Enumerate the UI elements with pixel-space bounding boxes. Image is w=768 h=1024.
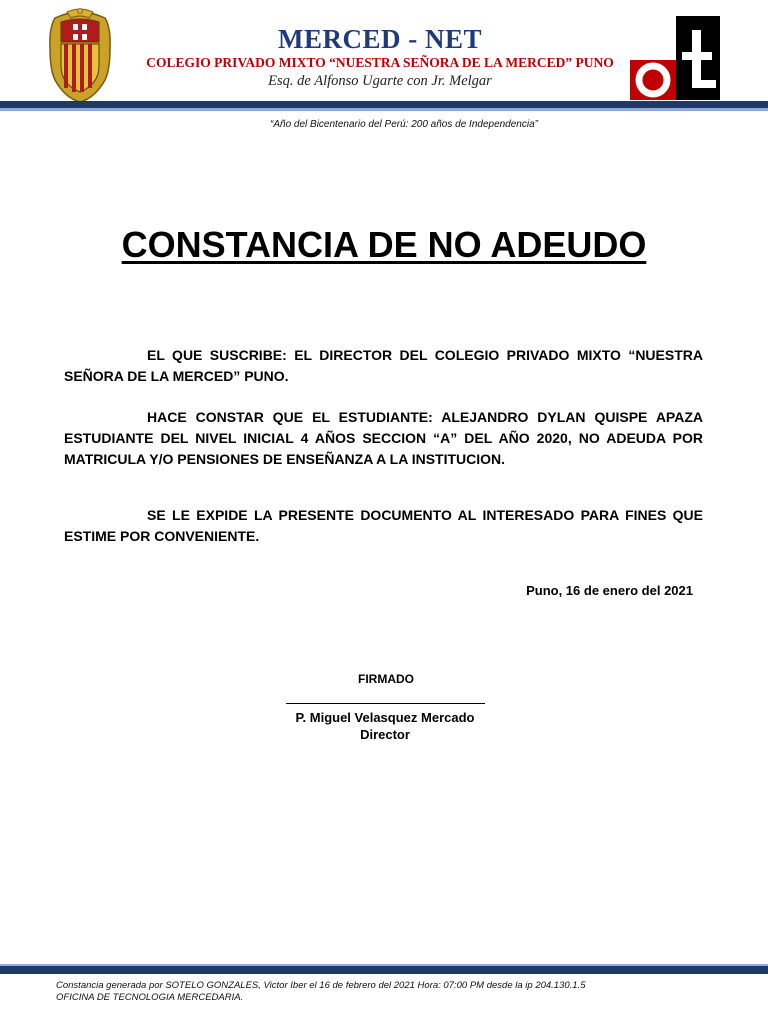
office-name: OFICINA DE TECNOLOGIA MERCEDARIA. bbox=[56, 992, 244, 1003]
paragraph-subscriber bbox=[64, 345, 703, 387]
signature-line bbox=[286, 703, 485, 704]
document-title: CONSTANCIA DE NO ADEUDO bbox=[121, 224, 647, 265]
generation-note: Constancia generada por SOTELO GONZALES, Victor Iber el 16 de febrero del 2021 Hora: 07:00 PM desde la ip 204.130.1.5 bbox=[56, 980, 586, 991]
paragraph-text: SE LE EXPIDE LA PRESENTE DOCUMENTO AL INTERESADO PARA FINES QUE ESTIME POR CONVENIENTE. bbox=[64, 507, 703, 544]
coat-of-arms-logo bbox=[47, 8, 113, 104]
school-fullname: COLEGIO PRIVADO MIXTO “NUESTRA SEÑORA DE LA MERCED” PUNO bbox=[146, 55, 614, 70]
signed-label: FIRMADO bbox=[358, 672, 414, 686]
signer-role: Director bbox=[360, 727, 410, 742]
ot-logo bbox=[630, 16, 720, 100]
paragraph-issuance bbox=[64, 505, 703, 547]
paragraph-certification bbox=[64, 407, 703, 470]
footer-band bbox=[0, 966, 768, 974]
paragraph-text: HACE CONSTAR QUE EL ESTUDIANTE: ALEJANDRO DYLAN QUISPE APAZA ESTUDIANTE DEL NIVEL INICIAL 4 AÑOS SECCION “A” DEL AÑO 2020, NO ADEUDA POR MATRICULA Y/O PENSIONES DE ENSEÑANZA A LA INSTITUCION. bbox=[64, 409, 703, 467]
place-date: Puno, 16 de enero del 2021 bbox=[526, 583, 693, 598]
paragraph-text: EL QUE SUSCRIBE: EL DIRECTOR DEL COLEGIO PRIVADO MIXTO “NUESTRA SEÑORA DE LA MERCED” PUNO. bbox=[64, 347, 703, 384]
school-name: MERCED - NET bbox=[277, 24, 482, 54]
year-motto: “Año del Bicentenario del Perú: 200 años de Independencia” bbox=[270, 119, 538, 130]
header-band-light bbox=[0, 108, 768, 111]
school-address: Esq. de Alfonso Ugarte con Jr. Melgar bbox=[268, 73, 492, 89]
header-band bbox=[0, 101, 768, 108]
signer-name: P. Miguel Velasquez Mercado bbox=[295, 710, 475, 725]
